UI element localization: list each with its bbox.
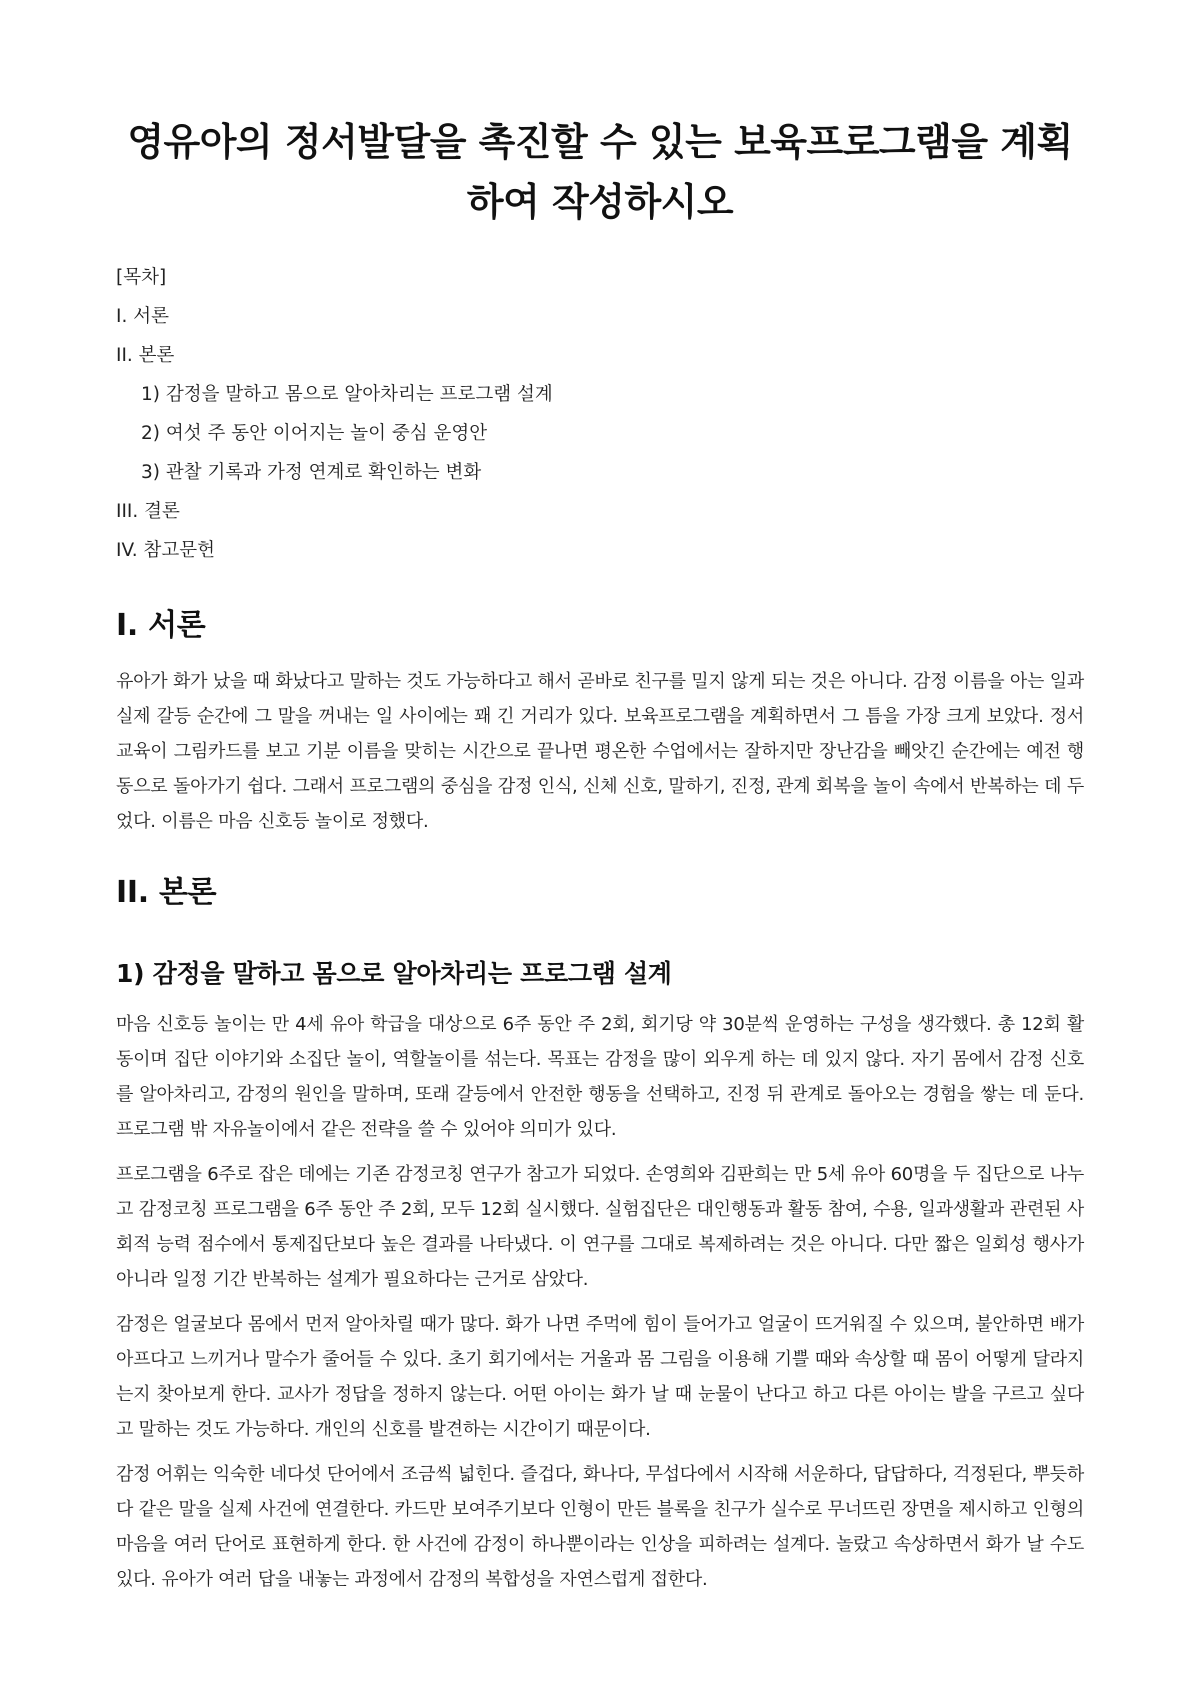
body-paragraph: 마음 신호등 놀이는 만 4세 유아 학급을 대상으로 6주 동안 주 2회, 회기당 약 30분씩 운영하는 구성을 생각했다. 총 12회 활동이며 집단 이야기와 소집단 놀이, 역할놀이를 섞는다. 목표는 감정을 많이 외우게 하는 데 있지 않다. 자기 몸에서 감정 신호를 알아차리고, 감정의 원인을 말하며, 또래 갈등에서 안전한 행동을 선택하고, 진정 뒤 관계로 돌아오는 경험을 쌓는 데 둔다. 프로그램 밖 자유놀이에서 같은 전략을 쓸 수 있어야 의미가 있다. <box>116 1014 1084 1140</box>
subsection-heading-program-design: 1) 감정을 말하고 몸으로 알아차리는 프로그램 설계 <box>116 959 672 988</box>
introduction-paragraph: 유아가 화가 났을 때 화났다고 말하는 것도 가능하다고 해서 곧바로 친구를 밀지 않게 되는 것은 아니다. 감정 이름을 아는 일과 실제 갈등 순간에 그 말을 꺼내는 일 사이에는 꽤 긴 거리가 있다. 보육프로그램을 계획하면서 그 틈을 가장 크게 보았다. 정서교육이 그림카드를 보고 기분 이름을 맞히는 시간으로 끝나면 평온한 수업에서는 잘하지만 장난감을 빼앗긴 순간에는 예전 행동으로 돌아가기 쉽다. 그래서 프로그램의 중심을 감정 인식, 신체 신호, 말하기, 진정, 관계 회복을 놀이 속에서 반복하는 데 두었다. 이름은 마음 신호등 놀이로 정했다. <box>116 671 1085 832</box>
body-paragraph: 프로그램을 6주로 잡은 데에는 기존 감정코칭 연구가 참고가 되었다. 손영희와 김판희는 만 5세 유아 60명을 두 집단으로 나누고 감정코칭 프로그램을 6주 동안 주 2회, 모두 12회 실시했다. 실험집단은 대인행동과 활동 참여, 수용, 일과생활과 관련된 사회적 능력 점수에서 통제집단보다 높은 결과를 나타냈다. 이 연구를 그대로 복제하려는 것은 아니다. 다만 짧은 일회성 행사가 아니라 일정 기간 반복하는 설계가 필요하다는 근거로 삼았다. <box>116 1164 1084 1290</box>
toc-item-introduction: I. 서론 <box>116 306 169 327</box>
body-paragraph: 감정은 얼굴보다 몸에서 먼저 알아차릴 때가 많다. 화가 나면 주먹에 힘이 들어가고 얼굴이 뜨거워질 수 있으며, 불안하면 배가 아프다고 느끼거나 말수가 줄어들 수 있다. 초기 회기에서는 거울과 몸 그림을 이용해 기쁠 때와 속상할 때 몸이 어떻게 달라지는지 찾아보게 한다. 교사가 정답을 정하지 않는다. 어떤 아이는 화가 날 때 눈물이 난다고 하고 다른 아이는 발을 구르고 싶다고 말하는 것도 가능하다. 개인의 신호를 발견하는 시간이기 때문이다. <box>116 1314 1084 1440</box>
section-heading-body: II. 본론 <box>116 875 217 910</box>
toc-item-conclusion: III. 결론 <box>116 501 180 522</box>
toc-heading: [목차] <box>116 267 167 288</box>
toc-item-body: II. 본론 <box>116 345 175 366</box>
toc-item-references: IV. 참고문헌 <box>116 540 215 561</box>
toc-item-body-3: 3) 관찰 기록과 가정 연계로 확인하는 변화 <box>141 462 482 483</box>
table-of-contents <box>116 258 1084 570</box>
body-paragraph: 감정 어휘는 익숙한 네다섯 단어에서 조금씩 넓힌다. 즐겁다, 화나다, 무섭다에서 시작해 서운하다, 답답하다, 걱정된다, 뿌듯하다 같은 말을 실제 사건에 연결한다. 카드만 보여주기보다 인형이 만든 블록을 친구가 실수로 무너뜨린 장면을 제시하고 인형의 마음을 여러 단어로 표현하게 한다. 한 사건에 감정이 하나뿐이라는 인상을 피하려는 설계다. 놀랐고 속상하면서 화가 날 수도 있다. 유아가 여러 답을 내놓는 과정에서 감정의 복합성을 자연스럽게 접한다. <box>116 1464 1084 1590</box>
document-title: 영유아의 정서발달을 촉진할 수 있는 보육프로그램을 계획하여 작성하시오 <box>127 120 1073 224</box>
toc-item-body-1: 1) 감정을 말하고 몸으로 알아차리는 프로그램 설계 <box>141 384 553 405</box>
toc-item-body-2: 2) 여섯 주 동안 이어지는 놀이 중심 운영안 <box>141 423 488 444</box>
section-heading-introduction: I. 서론 <box>116 608 206 643</box>
